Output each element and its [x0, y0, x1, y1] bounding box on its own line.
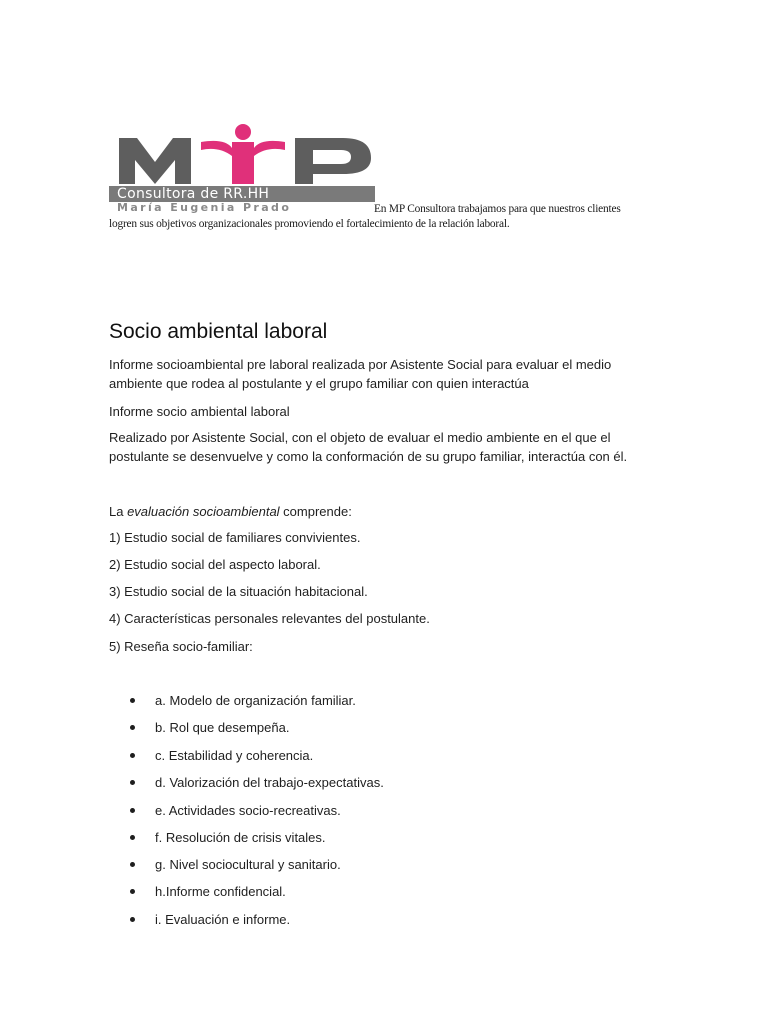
- bullet-icon: [130, 808, 135, 813]
- bullet-icon: [130, 698, 135, 703]
- numbered-item: 5) Reseña socio-familiar:: [109, 639, 253, 654]
- intro-line-1: En MP Consultora trabajamos para que nuestros clientes: [374, 203, 621, 215]
- bullet-text: e. Actividades socio-recreativas.: [155, 803, 341, 818]
- bullet-icon: [130, 753, 135, 758]
- bullet-icon: [130, 835, 135, 840]
- bullet-text: a. Modelo de organización familiar.: [155, 693, 356, 708]
- bullet-icon: [130, 917, 135, 922]
- logo-owner-name: María Eugenia Prado: [109, 202, 375, 214]
- intro-paragraph: Informe socioambiental pre laboral realizada por Asistente Social para evaluar el medio ambiente que rodea al postulante y el grupo familiar con quien interactúa: [109, 357, 612, 391]
- numbered-item: 4) Características personales relevantes del postulante.: [109, 611, 430, 626]
- evaluation-emphasis: evaluación socioambiental: [127, 504, 280, 519]
- bullet-icon: [130, 889, 135, 894]
- logo-mip-letters: [115, 124, 371, 186]
- numbered-item: 3) Estudio social de la situación habitacional.: [109, 584, 368, 599]
- evaluation-prefix: La: [109, 504, 128, 519]
- bullet-text: d. Valorización del trabajo-expectativas.: [155, 775, 384, 790]
- bullet-icon: [130, 725, 135, 730]
- intro-line-2: logren sus objetivos organizacionales promoviendo el fortalecimiento de la relación laboral.: [109, 218, 510, 230]
- numbered-item: 2) Estudio social del aspecto laboral.: [109, 557, 321, 572]
- evaluation-heading: [109, 502, 649, 521]
- subheading: Informe socio ambiental laboral: [109, 404, 290, 419]
- bullet-text: i. Evaluación e informe.: [155, 912, 291, 927]
- bullet-text: g. Nivel sociocultural y sanitario.: [155, 857, 341, 872]
- logo-tagline-consultora: Consultora de RR.HH: [109, 186, 375, 202]
- bullet-text: h.Informe confidencial.: [155, 884, 286, 899]
- bullet-text: c. Estabilidad y coherencia.: [155, 748, 314, 763]
- company-logo: [109, 124, 375, 214]
- bullet-icon: [130, 862, 135, 867]
- evaluation-suffix: comprende:: [279, 504, 352, 519]
- bullet-text: b. Rol que desempeña.: [155, 720, 290, 735]
- page-title: Socio ambiental laboral: [109, 320, 328, 343]
- bullet-text: f. Resolución de crisis vitales.: [155, 830, 326, 845]
- description-paragraph: Realizado por Asistente Social, con el objeto de evaluar el medio ambiente en el que el postulante se desenvuelve y como la conformación de su grupo familiar, interactúa con él.: [109, 430, 628, 464]
- bullet-icon: [130, 780, 135, 785]
- numbered-item: 1) Estudio social de familiares convivientes.: [109, 530, 361, 545]
